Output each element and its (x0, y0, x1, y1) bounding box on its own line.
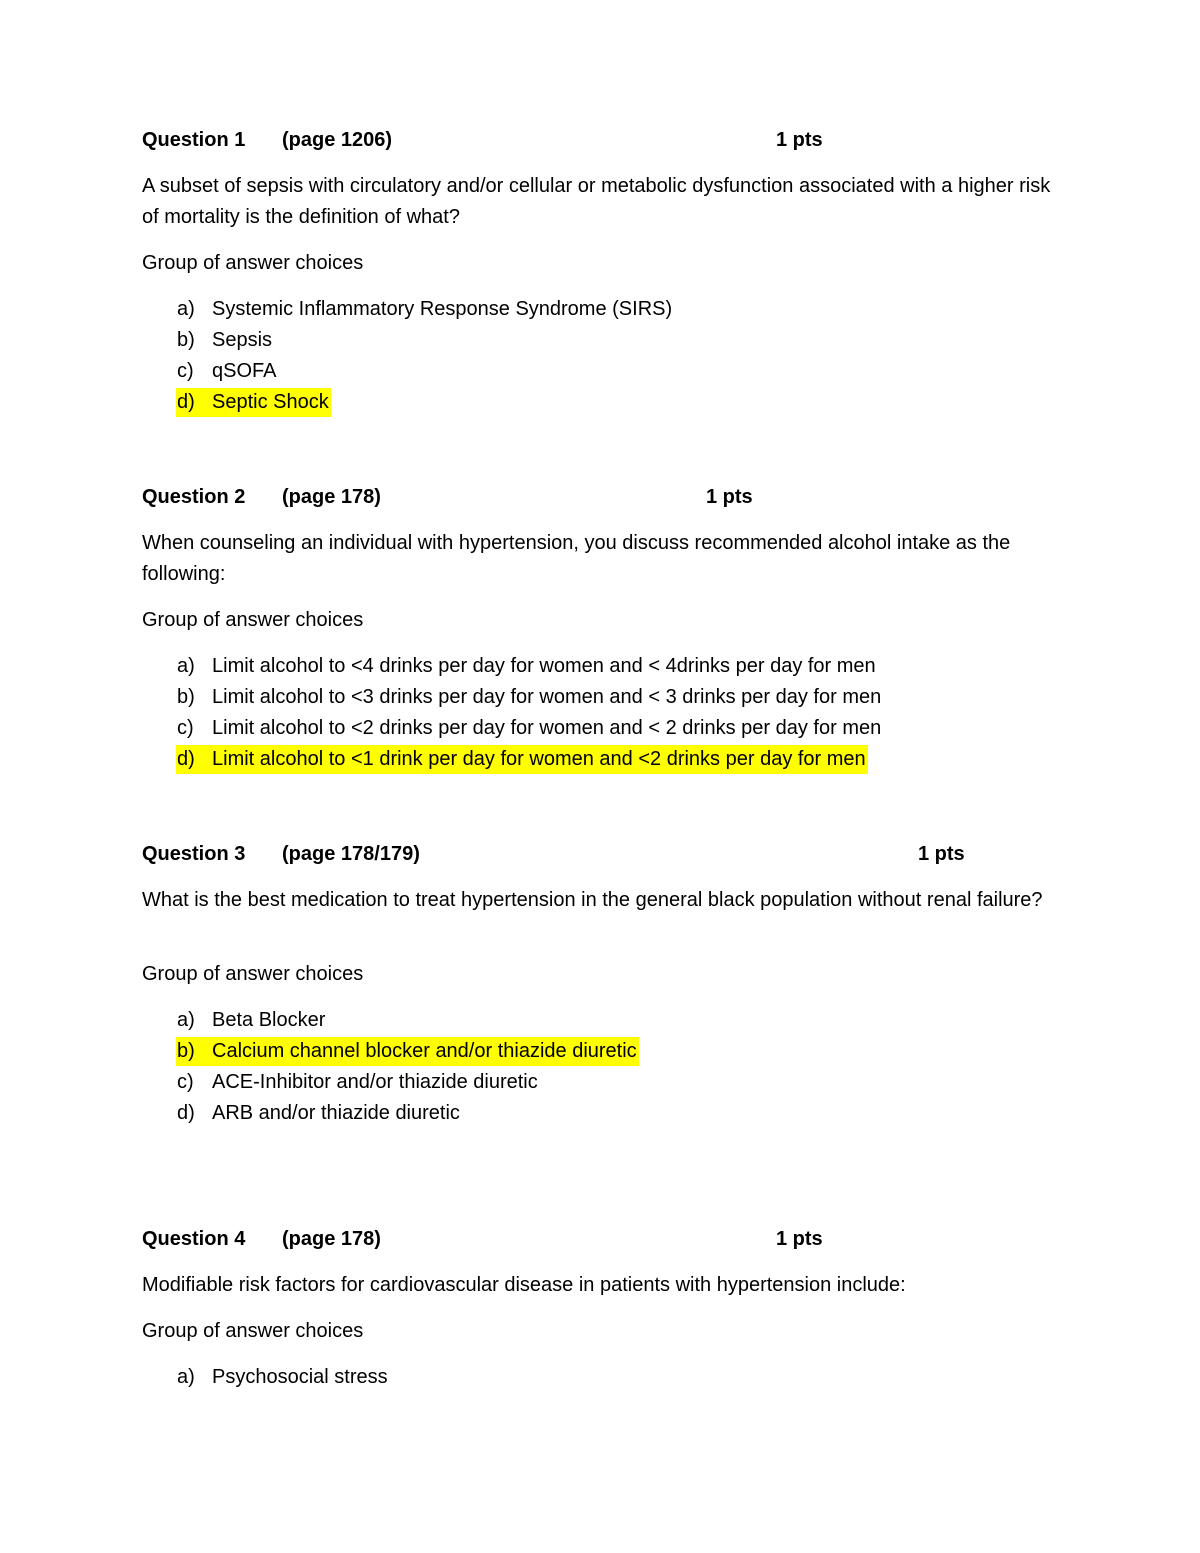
answer-choice (142, 1036, 1072, 1067)
question-text: Modifiable risk factors for cardiovascular disease in patients with hypertension include: (142, 1274, 906, 1296)
answer-choice-body (176, 388, 331, 417)
question-4 (142, 1225, 1072, 1393)
question-points: 1 pts (706, 486, 753, 508)
choice-letter: a) (177, 1366, 195, 1388)
answer-choice (142, 1005, 1072, 1036)
choice-letter: b) (177, 1040, 195, 1062)
question-page-reference: (page 178) (282, 486, 381, 508)
question-text: A subset of sepsis with circulatory and/or cellular or metabolic dysfunction associated with a higher risk of mortality is the definition of what? (142, 175, 1051, 228)
question-points: 1 pts (776, 129, 823, 151)
answer-choice-body (176, 1037, 639, 1066)
question-text: When counseling an individual with hypertension, you discuss recommended alcohol intake as the following: (142, 532, 1011, 585)
choice-text: Limit alcohol to <1 drink per day for women and <2 drinks per day for men (212, 748, 866, 770)
answer-choice-body (176, 1068, 540, 1097)
question-number: Question 4 (142, 1228, 246, 1250)
answer-choices-label: Group of answer choices (142, 963, 364, 985)
question-2 (142, 483, 1072, 775)
question-page-reference: (page 178/179) (282, 843, 420, 865)
answer-choices-label: Group of answer choices (142, 252, 364, 274)
answer-choices-label: Group of answer choices (142, 1320, 364, 1342)
answer-choice (142, 744, 1072, 775)
answer-choice (142, 387, 1072, 418)
choice-letter: b) (177, 686, 195, 708)
question-points: 1 pts (776, 1228, 823, 1250)
answer-choice-body (176, 1363, 390, 1392)
choice-letter: d) (177, 748, 195, 770)
question-text: What is the best medication to treat hypertension in the general black population without renal failure? (142, 889, 1043, 911)
question-page-reference: (page 178) (282, 1228, 381, 1250)
choice-letter: a) (177, 298, 195, 320)
answer-choice-body (176, 1006, 327, 1035)
answer-choice-body (176, 745, 868, 774)
answer-choice (142, 294, 1072, 325)
choice-letter: d) (177, 1102, 195, 1124)
choice-letter: c) (177, 717, 194, 739)
choice-text: Limit alcohol to <3 drinks per day for women and < 3 drinks per day for men (212, 686, 882, 708)
question-header (142, 483, 1072, 511)
answer-choice (142, 356, 1072, 387)
answer-choice (142, 651, 1072, 682)
question-points: 1 pts (918, 843, 965, 865)
choice-text: Sepsis (212, 329, 273, 351)
choice-letter: c) (177, 360, 194, 382)
question-header (142, 1225, 1072, 1253)
question-1 (142, 126, 1072, 418)
answer-choice (142, 1098, 1072, 1129)
answer-choices-list (142, 651, 1072, 775)
answer-choice-body (176, 295, 674, 324)
answer-choice (142, 713, 1072, 744)
answer-choice-body (176, 683, 883, 712)
question-header (142, 840, 1072, 868)
choice-letter: c) (177, 1071, 194, 1093)
choice-letter: a) (177, 655, 195, 677)
answer-choices-list (142, 1362, 1072, 1393)
choice-text: Psychosocial stress (212, 1366, 388, 1388)
answer-choice-body (176, 1099, 462, 1128)
answer-choice (142, 1362, 1072, 1393)
choice-text: Systemic Inflammatory Response Syndrome (SIRS) (212, 298, 673, 320)
question-3 (142, 840, 1072, 1129)
choice-text: Calcium channel blocker and/or thiazide diuretic (212, 1040, 637, 1062)
question-number: Question 1 (142, 129, 246, 151)
answer-choice-body (176, 357, 278, 386)
answer-choice (142, 1067, 1072, 1098)
choice-text: qSOFA (212, 360, 277, 382)
answer-choices-label: Group of answer choices (142, 609, 364, 631)
answer-choice-body (176, 714, 883, 743)
choice-text: ACE-Inhibitor and/or thiazide diuretic (212, 1071, 538, 1093)
question-number: Question 3 (142, 843, 246, 865)
choice-text: ARB and/or thiazide diuretic (212, 1102, 460, 1124)
choice-letter: b) (177, 329, 195, 351)
question-header (142, 126, 1072, 154)
answer-choice-body (176, 652, 878, 681)
choice-text: Beta Blocker (212, 1009, 326, 1031)
answer-choices-list (142, 294, 1072, 418)
answer-choice (142, 682, 1072, 713)
question-number: Question 2 (142, 486, 246, 508)
choice-letter: d) (177, 391, 195, 413)
answer-choice-body (176, 326, 274, 355)
choice-text: Limit alcohol to <2 drinks per day for women and < 2 drinks per day for men (212, 717, 882, 739)
answer-choice (142, 325, 1072, 356)
question-page-reference: (page 1206) (282, 129, 393, 151)
answer-choices-list (142, 1005, 1072, 1129)
choice-letter: a) (177, 1009, 195, 1031)
choice-text: Limit alcohol to <4 drinks per day for women and < 4drinks per day for men (212, 655, 876, 677)
choice-text: Septic Shock (212, 391, 329, 413)
